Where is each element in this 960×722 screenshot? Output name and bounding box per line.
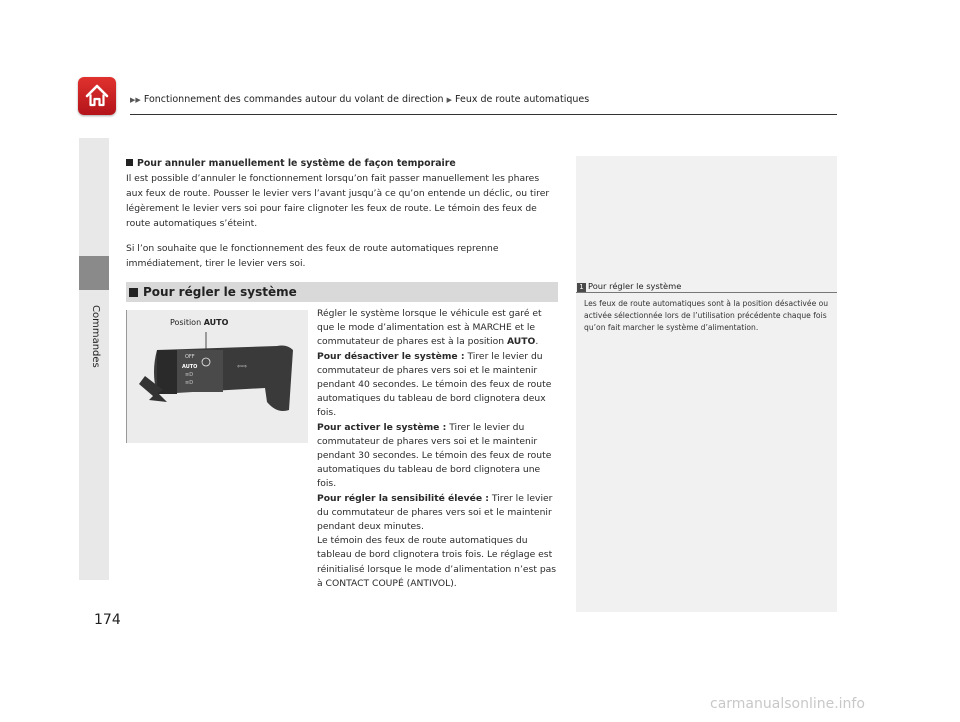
- section-manual-cancel: [126, 156, 558, 277]
- section-heading: Pour annuler manuellement le système de façon temporaire: [126, 156, 558, 171]
- square-bullet-icon: [126, 159, 133, 166]
- breadcrumb-arrow-icon: ▶: [446, 96, 453, 104]
- reference-number-icon: 1: [577, 283, 586, 292]
- page-number: 174: [94, 612, 121, 628]
- svg-text:≡D: ≡D: [185, 380, 194, 386]
- side-tab-label[interactable]: Commandes: [90, 305, 101, 368]
- headlight-lever-icon: [127, 310, 308, 443]
- watermark: carmanualsonline.info: [710, 696, 865, 712]
- header-divider: [130, 114, 837, 115]
- breadcrumb-item-controls[interactable]: Fonctionnement des commandes autour du volant de direction: [143, 94, 444, 105]
- figure-callout-label: Position AUTO: [170, 318, 229, 327]
- paragraph: Le témoin des feux de route automatiques du tableau de bord clignotera trois fois. Le réglage est réinitialisé lorsque le mode d’alimentation n’est pas à CONTACT COUPÉ (ANTIVOL).: [317, 535, 557, 589]
- lever-illustration: [126, 310, 308, 443]
- lever-mark: OFF: [185, 354, 195, 360]
- sidebar-divider: [576, 292, 837, 293]
- paragraph: Pour désactiver le système : Tirer le levier du commutateur de phares vers soi et le maintenir pendant 40 secondes. Le témoin des feux de route automatiques du tableau de bord clignotera deux fois.: [317, 350, 552, 419]
- paragraph: Pour régler la sensibilité élevée : Tirer le levier du commutateur de phares vers soi et le maintenir pendant deux minutes.: [317, 492, 553, 533]
- svg-text:≡D: ≡D: [185, 372, 194, 378]
- section-settings-body: [317, 307, 559, 591]
- sidebar-note: Les feux de route automatiques sont à la position désactivée ou activée sélectionnée lors de l’utilisation précédente chaque fois qu’on fait marcher le système d’alimentation.: [584, 299, 829, 333]
- paragraph: Si l’on souhaite que le fonctionnement des feux de route automatiques reprenne immédiatement, tirer le levier vers soi.: [126, 243, 499, 269]
- paragraph: Il est possible d’annuler le fonctionnement lorsqu’on fait passer manuellement les phares aux feux de route. Pousser le levier vers l’avant jusqu’à ce qu’on entende un déclic, ou tirer légèrement le levier vers soi pour faire clignoter les feux de route. Le témoin des feux de route automatiques s’éteint.: [126, 173, 550, 229]
- sidebar-title[interactable]: 1 Pour régler le système: [577, 281, 681, 292]
- paragraph: Pour activer le système : Tirer le levier du commutateur de phares vers soi et le maintenir pendant 30 secondes. Le témoin des feux de route automatiques du tableau de bord clignotera une fois.: [317, 421, 552, 490]
- sidebar-panel: [576, 156, 837, 612]
- side-tab-marker: [79, 256, 109, 290]
- home-icon: [83, 82, 111, 110]
- home-button[interactable]: [78, 77, 116, 115]
- square-bullet-icon: [129, 288, 138, 297]
- side-tab-top: [79, 138, 109, 256]
- section-heading-bar: Pour régler le système: [126, 282, 558, 302]
- breadcrumb: [130, 94, 589, 105]
- svg-text:⇦⇨: ⇦⇨: [237, 363, 248, 370]
- breadcrumb-arrow-icon: ▶▶: [130, 96, 141, 104]
- paragraph: Régler le système lorsque le véhicule est garé et que le mode d’alimentation est à MARCHE et le commutateur de phares est à la position AUTO.: [317, 308, 542, 348]
- lever-mark: AUTO: [182, 364, 198, 370]
- breadcrumb-item-auto-high-beam[interactable]: Feux de route automatiques: [455, 94, 590, 105]
